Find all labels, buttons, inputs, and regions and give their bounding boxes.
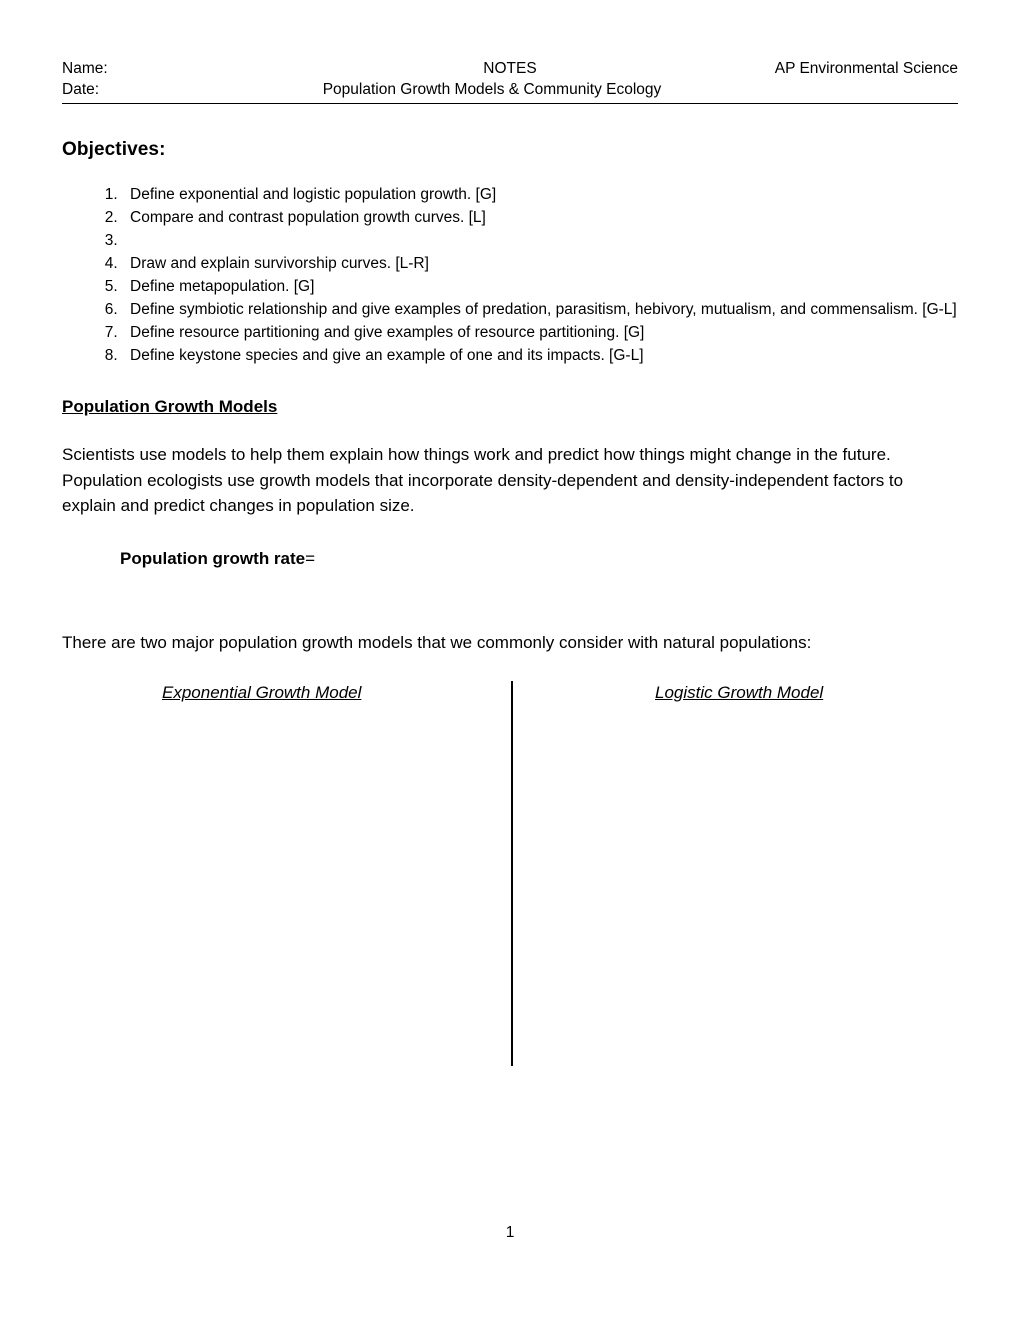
population-growth-rate-line <box>120 547 958 570</box>
list-item: 1. Define exponential and logistic population growth. [G] <box>122 183 958 206</box>
document-type-label: NOTES <box>483 60 537 77</box>
document-header <box>62 58 958 104</box>
population-growth-rate-equals: = <box>305 548 316 568</box>
population-growth-rate-label: Population growth rate <box>120 548 306 568</box>
column-heading-exponential: Exponential Growth Model <box>162 683 362 702</box>
list-item: 8. Define keystone species and give an example of one and its impacts. [G-L] <box>122 344 958 367</box>
objectives-heading: Objectives: <box>62 139 166 160</box>
list-item <box>122 229 958 252</box>
list-item: 6. Define symbiotic relationship and give examples of predation, parasitism, hebivory, mutualism, and commensalism. [G-L] <box>122 298 958 321</box>
document-subtitle: Population Growth Models & Community Ecology <box>322 81 662 98</box>
list-item: 7. Define resource partitioning and give examples of resource partitioning. [G] <box>122 321 958 344</box>
list-item: 5. Define metapopulation. [G] <box>122 275 958 298</box>
page-number: 1 <box>505 1224 515 1241</box>
paragraph-two-models: There are two major population growth models that we commonly consider with natural populations: <box>62 632 812 652</box>
list-item: 2. Compare and contrast population growth curves. [L] <box>122 206 958 229</box>
paragraph-models-intro: Scientists use models to help them explain how things work and predict how things might change in the future. Population ecologists use growth models that incorporate density-dependent and density-independent factors to explain and predict changes in population size. <box>62 445 904 515</box>
column-heading-logistic: Logistic Growth Model <box>655 683 824 702</box>
date-label: Date: <box>62 81 100 98</box>
column-divider <box>511 681 513 1066</box>
course-label: AP Environmental Science <box>774 60 958 77</box>
comparison-area <box>62 681 958 1071</box>
document-body <box>62 104 958 1071</box>
objectives-list <box>62 183 958 367</box>
section-heading-population-growth-models: Population Growth Models <box>62 397 278 416</box>
list-item: 4. Draw and explain survivorship curves. [L-R] <box>122 252 958 275</box>
name-label: Name: <box>62 60 108 77</box>
header-row-1 <box>62 58 958 79</box>
header-row-2 <box>62 79 958 100</box>
